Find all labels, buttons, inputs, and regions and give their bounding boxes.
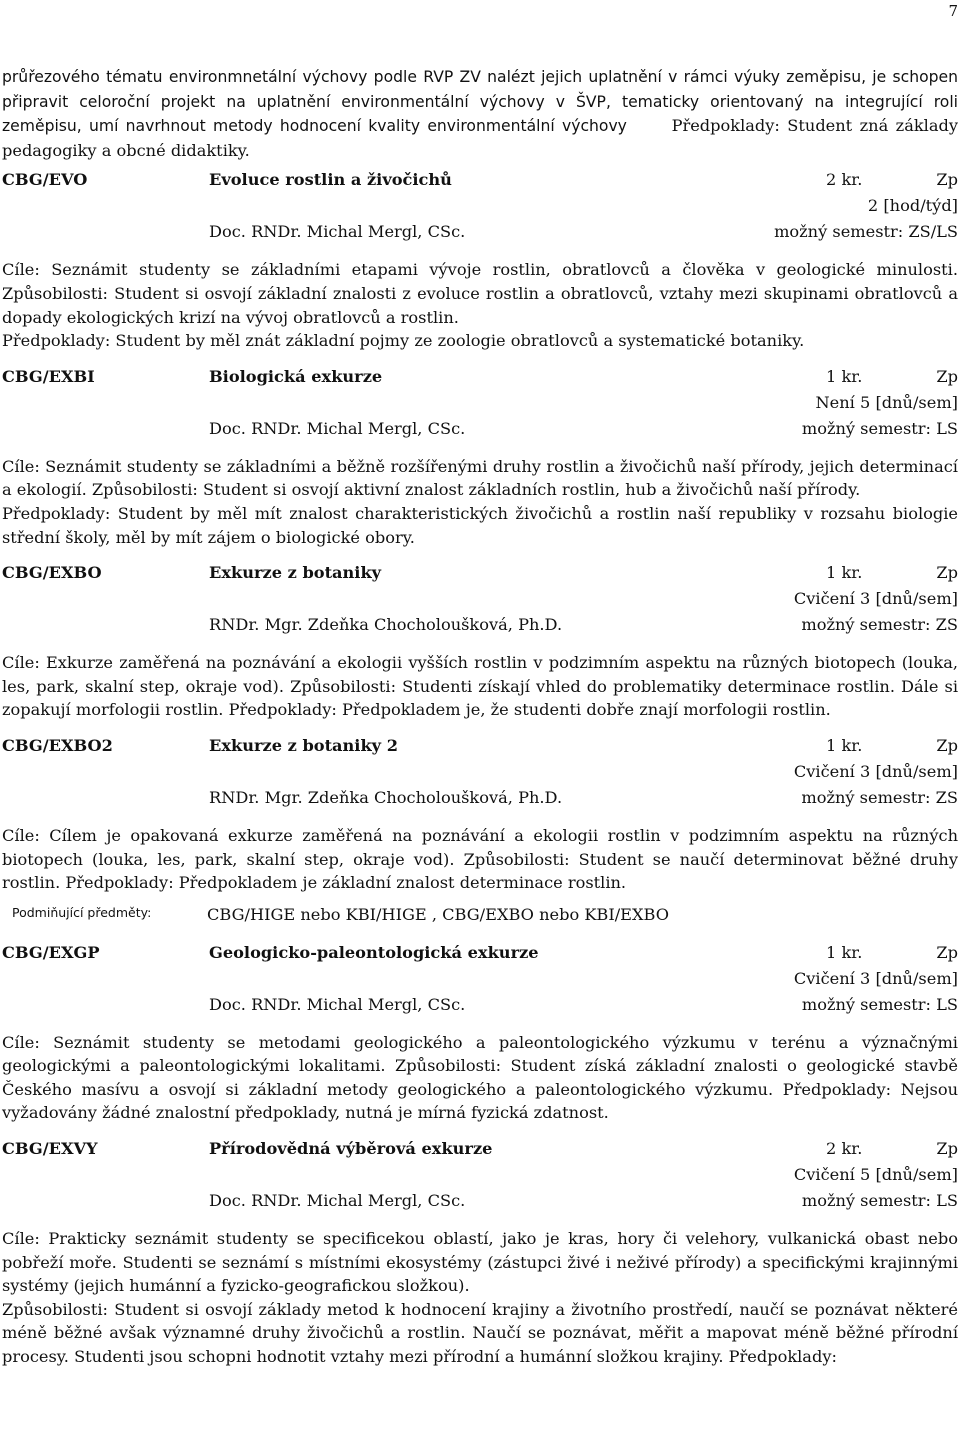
course-description: Cíle: Cílem je opakovaná exkurze zaměřená na poznávání a ekologii rostlin v podzimním aspektu na různých biotopech (louka, les, park, skalní step, okraje vod). Způsobilosti: Student se naučí determinovat běžné druhy rostlin. Předpoklady: Předpokladem je základní znalost determinace rostlin. [2,825,958,893]
course-hours-row [2,1163,958,1189]
course-semester: možný semestr: ZS [801,787,958,807]
course-teacher: RNDr. Mgr. Zdeňka Chocholoušková, Ph.D. [209,615,563,635]
course-hours-row [2,760,958,786]
course-header [2,941,958,967]
course-title: Přírodovědná výběrová exkurze [209,1139,493,1159]
prerequisites-label: Podmiňující předměty: [12,904,152,920]
course-code: CBG/EVO [2,170,88,190]
course-credits: 1 kr. [826,942,863,962]
course-code: CBG/EXVY [2,1139,98,1159]
course-description: Cíle: Seznámit studenty se základními a běžně rozšířenými druhy rostlin a živočichů naší přírody, jejich determinací a ekologií. Způsobilosti: Student si osvojí aktivní znalost základních rostlin, hub a živočichů naší přírody. [2,456,958,500]
course-description-extra: Předpoklady: Student by měl mít znalost charakteristických živočichů a rostlin naší republiky v rozsahu biologie střední školy, měl by mít zájem o biologické obory. [2,503,958,547]
course-teacher: RNDr. Mgr. Zdeňka Chocholoušková, Ph.D. [209,787,563,807]
course-teacher-row [2,220,958,246]
course-completion: Zp [936,942,958,962]
course-completion: Zp [936,366,958,386]
course-teacher-row [2,993,958,1019]
course-hours: Cvičení 3 [dnů/sem] [793,968,958,988]
course-hours: Cvičení 3 [dnů/sem] [793,761,958,781]
prerequisites-row [2,901,958,929]
course-block [2,1137,958,1215]
document-body [2,65,958,1369]
course-header [2,365,958,391]
course-code: CBG/EXBO [2,563,102,583]
course-hours: Cvičení 5 [dnů/sem] [793,1165,958,1185]
course-hours-row [2,391,958,417]
course-block [2,941,958,1019]
course-teacher: Doc. RNDr. Michal Mergl, CSc. [209,222,466,242]
course-hours-row [2,587,958,613]
course-semester: možný semestr: ZS/LS [774,222,958,242]
course-block [2,561,958,639]
course-description: Cíle: Prakticky seznámit studenty se specificekou oblastí, jako je kras, hory či velehory, vulkanická obast nebo pobřeží moře. Studenti se seznámí s místními ekosystémy (zástupci živé i neživé přírody) a specifickými krajinnými systémy (jejich humánní a fyzicko-geografickou složkou). [2,1229,958,1296]
course-description: Cíle: Seznámit studenty se základními etapami vývoje rostlin, obratlovců a člověka v geologické minulosti. Způsobilosti: Student si osvojí základní znalosti z evoluce rostlin a obratlovců, vztahy mezi skupinami obratlovců a dopady ekologických krizí na vývoj obratlovců a rostlin. [2,260,958,327]
course-header [2,168,958,194]
course-completion: Zp [936,1139,958,1159]
course-semester: možný semestr: LS [801,1191,958,1211]
course-title: Exkurze z botaniky [209,563,382,583]
course-code: CBG/EXBO2 [2,735,113,755]
course-completion: Zp [936,170,958,190]
course-code: CBG/EXGP [2,942,100,962]
course-header [2,1137,958,1163]
course-teacher-row [2,613,958,639]
prerequisites-list: CBG/HIGE nebo KBI/HIGE , CBG/EXBO nebo KBI/EXBO [207,904,669,924]
course-credits: 1 kr. [826,735,863,755]
intro-paragraph [2,65,958,162]
course-description: Cíle: Exkurze zaměřená na poznávání a ekologii vyšších rostlin v podzimním aspektu na různých biotopech (louka, les, park, skalní step, okraje vod). Způsobilosti: Studenti získají vhled do problematiky determinace rostlin. Dále si zopakují morfologii rostlin. Předpoklady: Předpokladem je, že studenti dobře znají morfologii rostlin. [2,653,958,720]
course-title: Geologicko-paleontologická exkurze [209,942,539,962]
course-code: CBG/EXBI [2,366,95,386]
course-credits: 2 kr. [826,170,863,190]
course-semester: možný semestr: ZS [801,615,958,635]
intro-prereq: Předpoklady: Student zná základy pedagogiky a obcné didaktiky. [2,116,959,160]
course-semester: možný semestr: LS [801,994,958,1014]
course-block [2,734,958,812]
course-credits: 2 kr. [826,1139,863,1159]
course-completion: Zp [936,735,958,755]
course-block [2,168,958,246]
course-teacher-row [2,786,958,812]
page-number: 7 [948,2,958,20]
course-description-extra: Způsobilosti: Student si osvojí základy metod k hodnocení krajiny a životního prostředí, naučí se poznávat některé méně běžné avšak významné druhy živočichů a rostlin. Naučí se poznávat, měřit a mapovat méně běžné přírodní procesy. Studenti jsou schopni hodnotit vztahy mezi přírodní a humánní složkou krajiny. Předpoklady: [2,1299,958,1367]
course-header [2,561,958,587]
course-title: Biologická exkurze [209,366,383,386]
course-teacher: Doc. RNDr. Michal Mergl, CSc. [209,994,466,1014]
course-teacher-row [2,1189,958,1215]
course-credits: 1 kr. [826,366,863,386]
course-block [2,365,958,443]
course-title: Evoluce rostlin a živočichů [209,170,452,190]
course-semester: možný semestr: LS [801,418,958,438]
course-completion: Zp [936,563,958,583]
course-header [2,734,958,760]
course-teacher: Doc. RNDr. Michal Mergl, CSc. [209,1191,466,1211]
course-description: Cíle: Seznámit studenty se metodami geologického a paleontologického výzkumu v terénu a význačnými geologickými a paleontologickými lokalitami. Způsobilosti: Student získá základní znalosti o geologické stavbě Českého masívu a osvojí si základní metody geologického a paleontologického výzkumu. Předpoklady: Nejsou vyžadovány žádné znalostní předpoklady, nutná je mírná fyzická zdatnost. [2,1032,958,1123]
intro-text: průřezového tématu environmnetální výchovy podle RVP ZV nalézt jejich uplatnění v rámci výuky zeměpisu, je schopen připravit celoroční projekt na uplatnění environmentální výchovy v ŠVP, tematicky orientovaný na integrující roli zeměpisu, umí navrhnout metody hodnocení kvality environmentální výchovy [2,68,958,136]
course-hours-row [2,194,958,220]
course-hours-row [2,967,958,993]
course-credits: 1 kr. [826,563,863,583]
course-teacher-row [2,417,958,443]
course-hours: 2 [hod/týd] [867,196,958,216]
course-hours: Není 5 [dnů/sem] [815,392,958,412]
course-hours: Cvičení 3 [dnů/sem] [793,589,958,609]
course-description-extra: Předpoklady: Student by měl znát základní pojmy ze zoologie obratlovců a systematické botaniky. [2,331,805,351]
course-title: Exkurze z botaniky 2 [209,735,398,755]
course-teacher: Doc. RNDr. Michal Mergl, CSc. [209,418,466,438]
